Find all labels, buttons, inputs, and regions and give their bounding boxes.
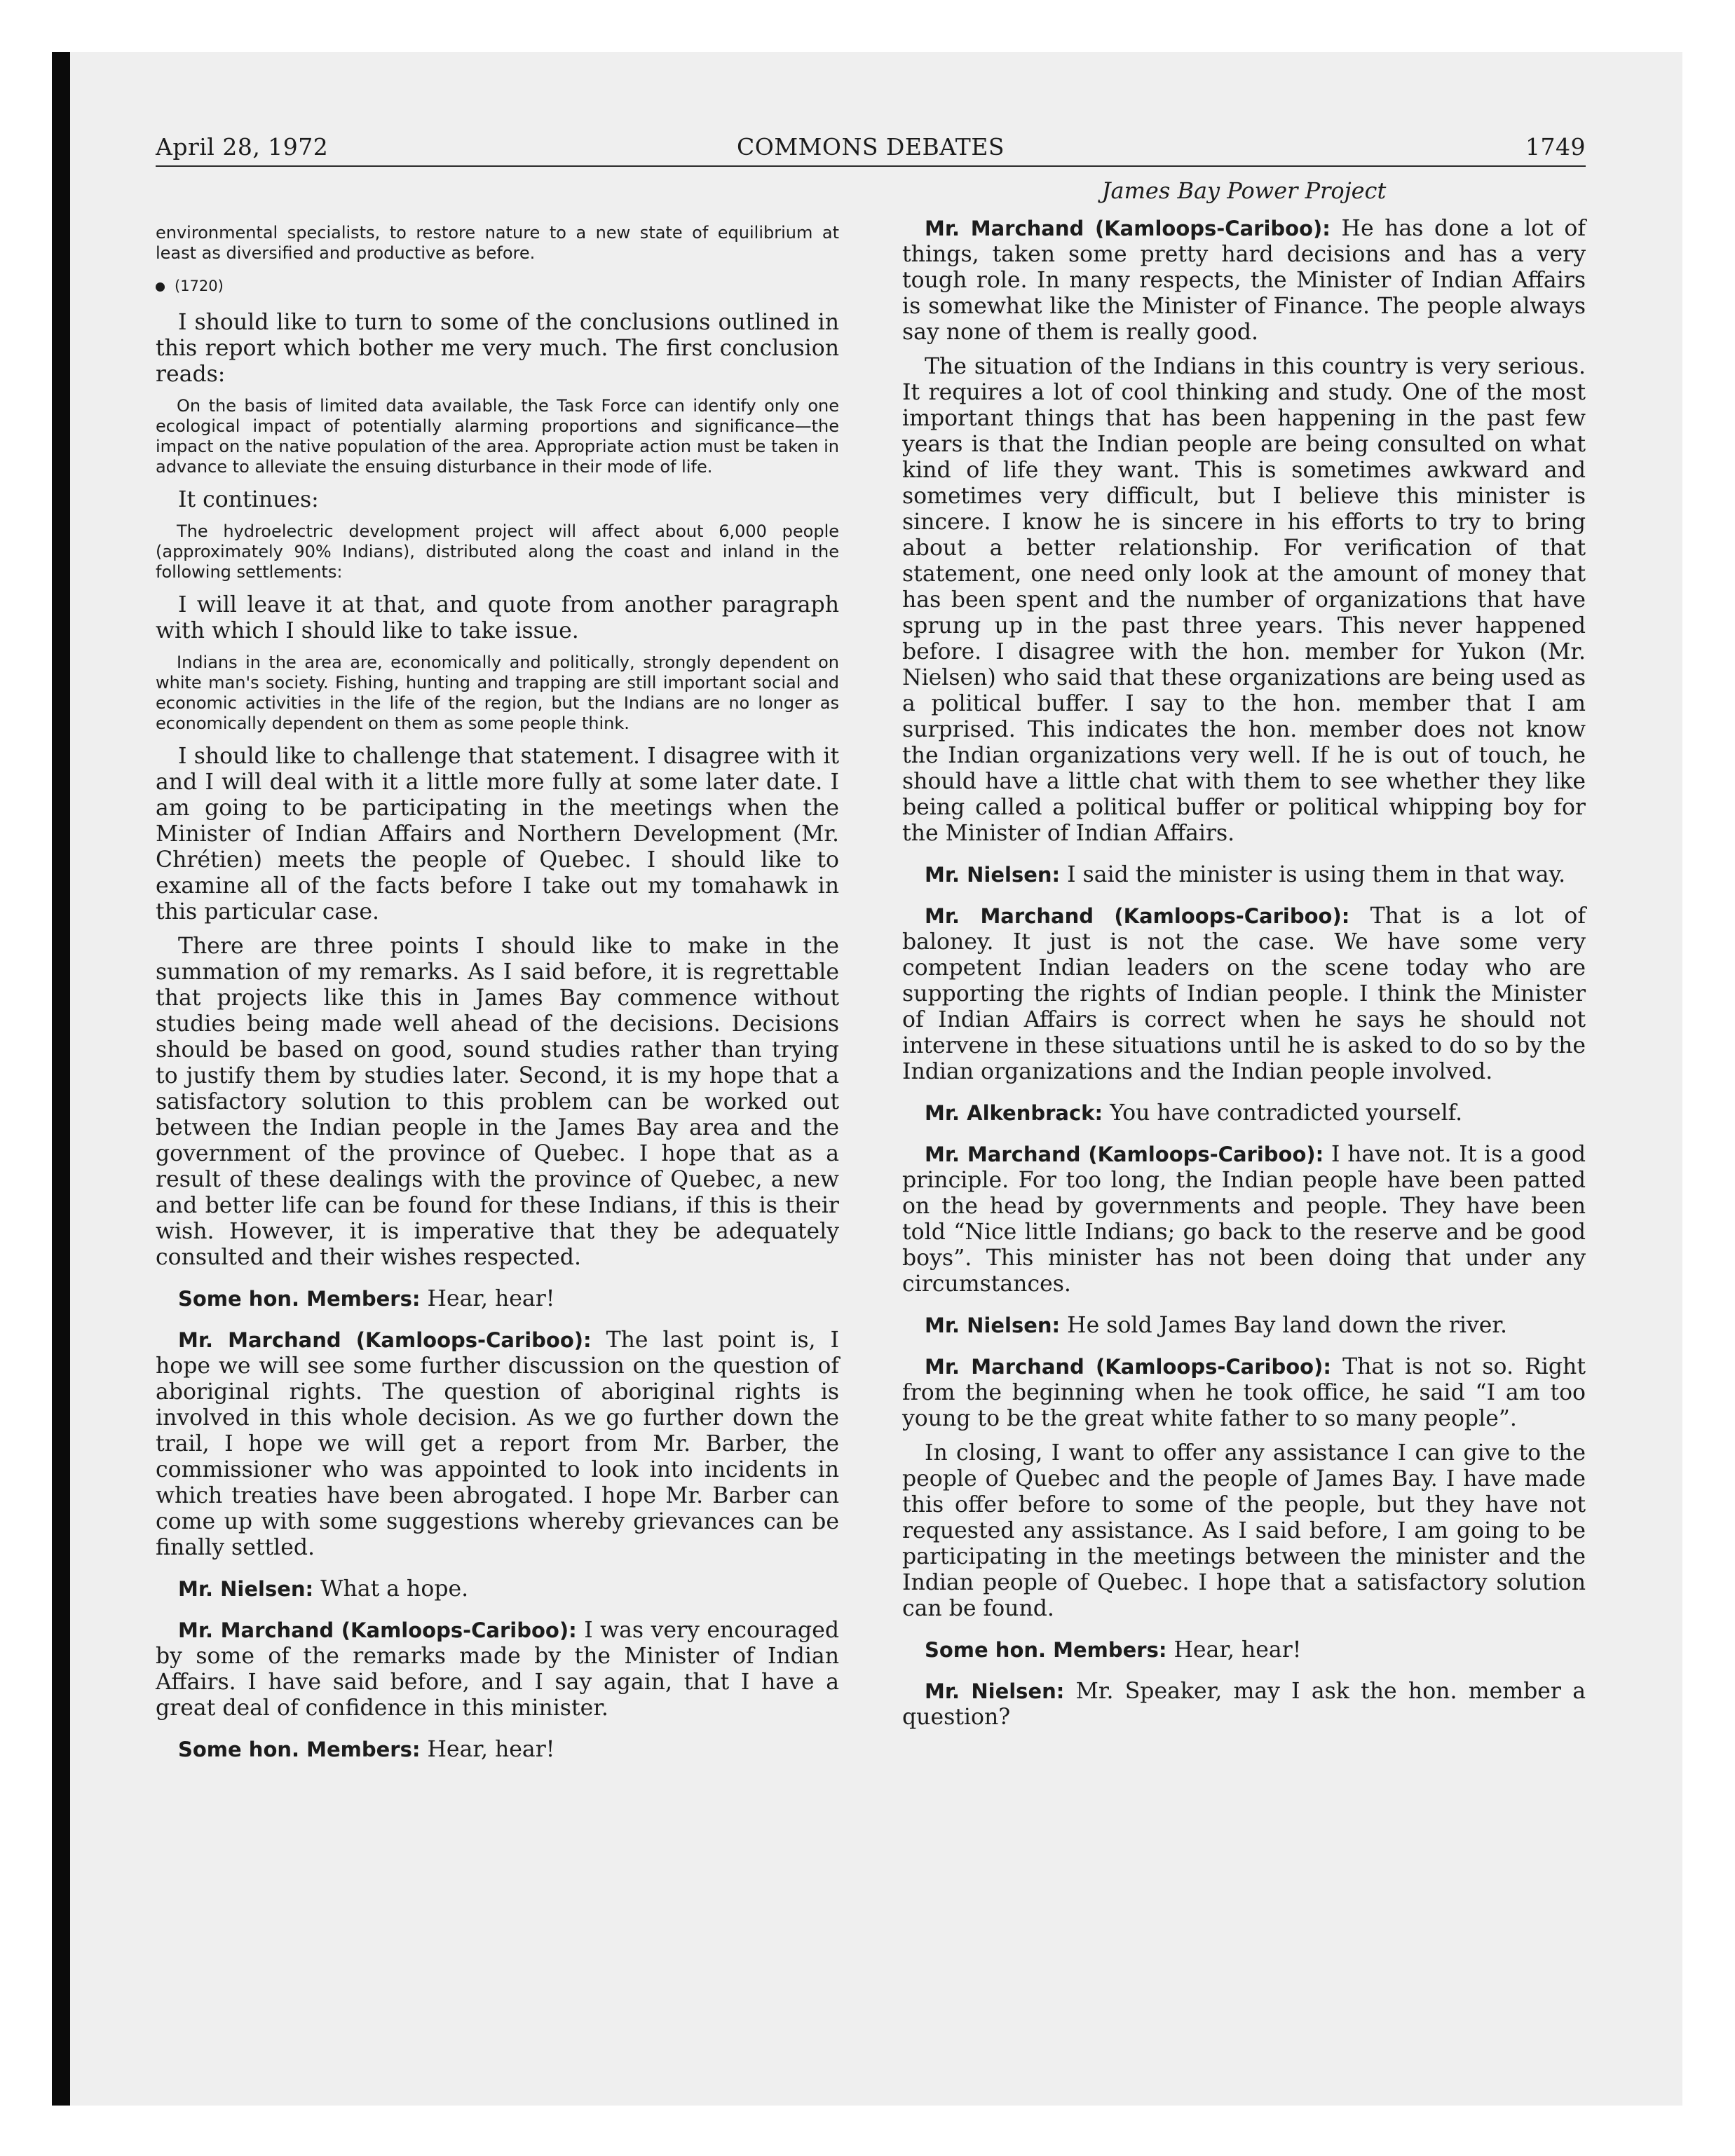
- speech: [156, 1618, 839, 1721]
- quote-continuation: environmental specialists, to restore nature to a new state of equilibrium at least as diversified and productive as before.: [156, 223, 839, 263]
- speech: [902, 1100, 1586, 1126]
- speech: [902, 1313, 1586, 1339]
- running-header: [156, 133, 1586, 167]
- paragraph: I should like to turn to some of the conclusions outlined in this report which bother me very much. The first conclusion reads:: [156, 310, 839, 387]
- block-quote: The hydroelectric development project will affect about 6,000 people (approximately 90% Indians), distributed along the coast and inland in the following settlements:: [156, 521, 839, 582]
- document-page: [156, 125, 1586, 2017]
- speech: [902, 903, 1586, 1085]
- speech-text: You have contradicted yourself.: [1103, 1100, 1463, 1126]
- speaker-name: Mr. Marchand (Kamloops-Cariboo):: [925, 1142, 1324, 1166]
- speech-text: I have not. It is a good principle. For too long, the Indian people have been patted on the head by governments and people. They have been told “Nice little Indians; go back to the reserve and be good boys”. This minister has not been doing that under any circumstances.: [902, 1142, 1586, 1297]
- paragraph: The situation of the Indians in this country is very serious. It requires a lot of cool thinking and study. One of the most important things that has been happening in the past few years is that the Indian people are being consulted on what kind of life they want. This is sometimes awkward and sometimes very difficult, but I believe this minister is sincere. I know he is sincere in his efforts to try to bring about a better relationship. For verification of that statement, one need only look at the amount of money that has been spent and the number of organizations that have sprung up in the past three years. This never happened before. I disagree with the hon. member for Yukon (Mr. Nielsen) who said that these organizations are being used as a political buffer. I say to the hon. member that I am surprised. This indicates the hon. member does not know the Indian organizations very well. If he is out of touch, he should have a little chat with them to see whether they like being called a political buffer or political whipping boy for the Minister of Indian Affairs.: [902, 354, 1586, 846]
- speaker-name: Mr. Nielsen:: [925, 1314, 1061, 1337]
- paragraph: There are three points I should like to make in the summation of my remarks. As I said before, it is regrettable that projects like this in James Bay commence without studies being made well ahead of the decisions. Decisions should be based on good, sound studies rather than trying to justify them by studies later. Second, it is my hope that a satisfactory solution to this problem can be worked out between the Indian people in the James Bay area and the government of the province of Quebec. I hope that as a result of these dealings with the province of Quebec, a new and better life can be found for these Indians, if this is their wish. However, it is imperative that they be adequately consulted and their wishes respected.: [156, 934, 839, 1270]
- page-number: 1749: [1525, 133, 1586, 161]
- speech: [902, 1354, 1586, 1432]
- speech-text: That is a lot of baloney. It just is not the case. We have some very competent Indian leaders on the scene today who are supporting the rights of Indian people. I think the Minister of Indian Affairs is correct when he says he should not intervene in these situations until he is asked to do so by the Indian organizations and the Indian people involved.: [902, 903, 1586, 1084]
- header-date: April 28, 1972: [156, 133, 329, 161]
- speaker-name: Mr. Marchand (Kamloops-Cariboo):: [925, 217, 1331, 240]
- paragraph: I will leave it at that, and quote from another paragraph with which I should like to take issue.: [156, 592, 839, 643]
- publication-title: COMMONS DEBATES: [737, 133, 1005, 161]
- binding-edge: [52, 52, 70, 2106]
- speech: [902, 216, 1586, 346]
- paragraph: In closing, I want to offer any assistance I can give to the people of Quebec and the people of James Bay. I have made this offer before to some of the people, but they have not requested any assistance. As I said before, I am going to be participating in the meetings between the minister and the Indian people of Quebec. I hope that a satisfactory solution can be found.: [902, 1440, 1586, 1621]
- speech: [156, 1328, 839, 1561]
- speech-text: Hear, hear!: [1166, 1637, 1302, 1663]
- paragraph: I should like to challenge that statement. I disagree with it and I will deal with it a little more fully at some later date. I am going to be participating in the meetings when the Minister of Indian Affairs and Northern Development (Mr. Chrétien) meets the people of Quebec. I should like to examine all of the facts before I take out my tomahawk in this particular case.: [156, 744, 839, 925]
- right-column: [902, 175, 1586, 1739]
- speech-text: I said the minister is using them in that way.: [1060, 862, 1566, 887]
- speech: [902, 1637, 1586, 1663]
- speaker-name: Mr. Marchand (Kamloops-Cariboo):: [178, 1328, 592, 1352]
- speech-text: Hear, hear!: [420, 1286, 555, 1311]
- speaker-name: Mr. Marchand (Kamloops-Cariboo):: [178, 1618, 577, 1642]
- speaker-name: Mr. Nielsen:: [925, 1679, 1065, 1703]
- speaker-name: Some hon. Members:: [178, 1287, 421, 1311]
- speech: [156, 1737, 839, 1763]
- speech: [902, 1142, 1586, 1297]
- speech-text: What a hope.: [313, 1576, 469, 1602]
- speech-text: He has done a lot of things, taken some pretty hard decisions and has a very tough role. In many respects, the Minister of Indian Affairs is somewhat like the Minister of Finance. The people always say none of them is really good.: [902, 216, 1586, 345]
- time-marker-text: (1720): [175, 278, 224, 294]
- block-quote: On the basis of limited data available, the Task Force can identify only one ecological impact of potentially alarming proportions and significance—the impact on the native population of the area. Appropriate action must be taken in advance to alleviate the ensuing disturbance in their mode of life.: [156, 396, 839, 477]
- speaker-name: Mr. Marchand (Kamloops-Cariboo):: [925, 1355, 1331, 1379]
- speech: [902, 862, 1586, 888]
- time-marker: [156, 276, 839, 296]
- bullet-icon: [156, 282, 165, 292]
- speech-text: He sold James Bay land down the river.: [1060, 1313, 1507, 1338]
- left-column: [156, 223, 839, 1771]
- section-heading: James Bay Power Project: [1101, 177, 1387, 204]
- speaker-name: Mr. Nielsen:: [925, 863, 1061, 887]
- speech: [156, 1286, 839, 1312]
- speech: [902, 1679, 1586, 1731]
- speech-text: Hear, hear!: [420, 1737, 555, 1762]
- speaker-name: Mr. Nielsen:: [178, 1577, 314, 1601]
- speaker-name: Mr. Marchand (Kamloops-Cariboo):: [925, 904, 1350, 928]
- speech-text: I was very encouraged by some of the remarks made by the Minister of Indian Affairs. I have said before, and I say again, that I have a great deal of confidence in this minister.: [156, 1618, 840, 1721]
- paragraph: It continues:: [178, 487, 319, 512]
- speech-text: That is not so. Right from the beginning when he took office, he said “I am too young to be the great white father to so many people”.: [902, 1354, 1586, 1431]
- speech: [156, 1576, 839, 1602]
- speaker-name: Some hon. Members:: [925, 1638, 1167, 1662]
- speaker-name: Some hon. Members:: [178, 1738, 421, 1761]
- speaker-name: Mr. Alkenbrack:: [925, 1101, 1103, 1125]
- speech-text: Mr. Speaker, may I ask the hon. member a question?: [902, 1679, 1586, 1730]
- block-quote: Indians in the area are, economically and politically, strongly dependent on white man's society. Fishing, hunting and trapping are still important social and economic activities in the life of the region, but the Indians are no longer as economically dependent on them as some people think.: [156, 653, 839, 733]
- speech-text: The last point is, I hope we will see some further discussion on the question of aboriginal rights. The question of aboriginal rights is involved in this whole decision. As we go further down the trail, I hope we will get a report from Mr. Barber, the commissioner who was appointed to look into incidents in which treaties have been abrogated. I hope Mr. Barber can come up with some suggestions whereby grievances can be finally settled.: [156, 1328, 839, 1560]
- header-rule: [156, 165, 1586, 167]
